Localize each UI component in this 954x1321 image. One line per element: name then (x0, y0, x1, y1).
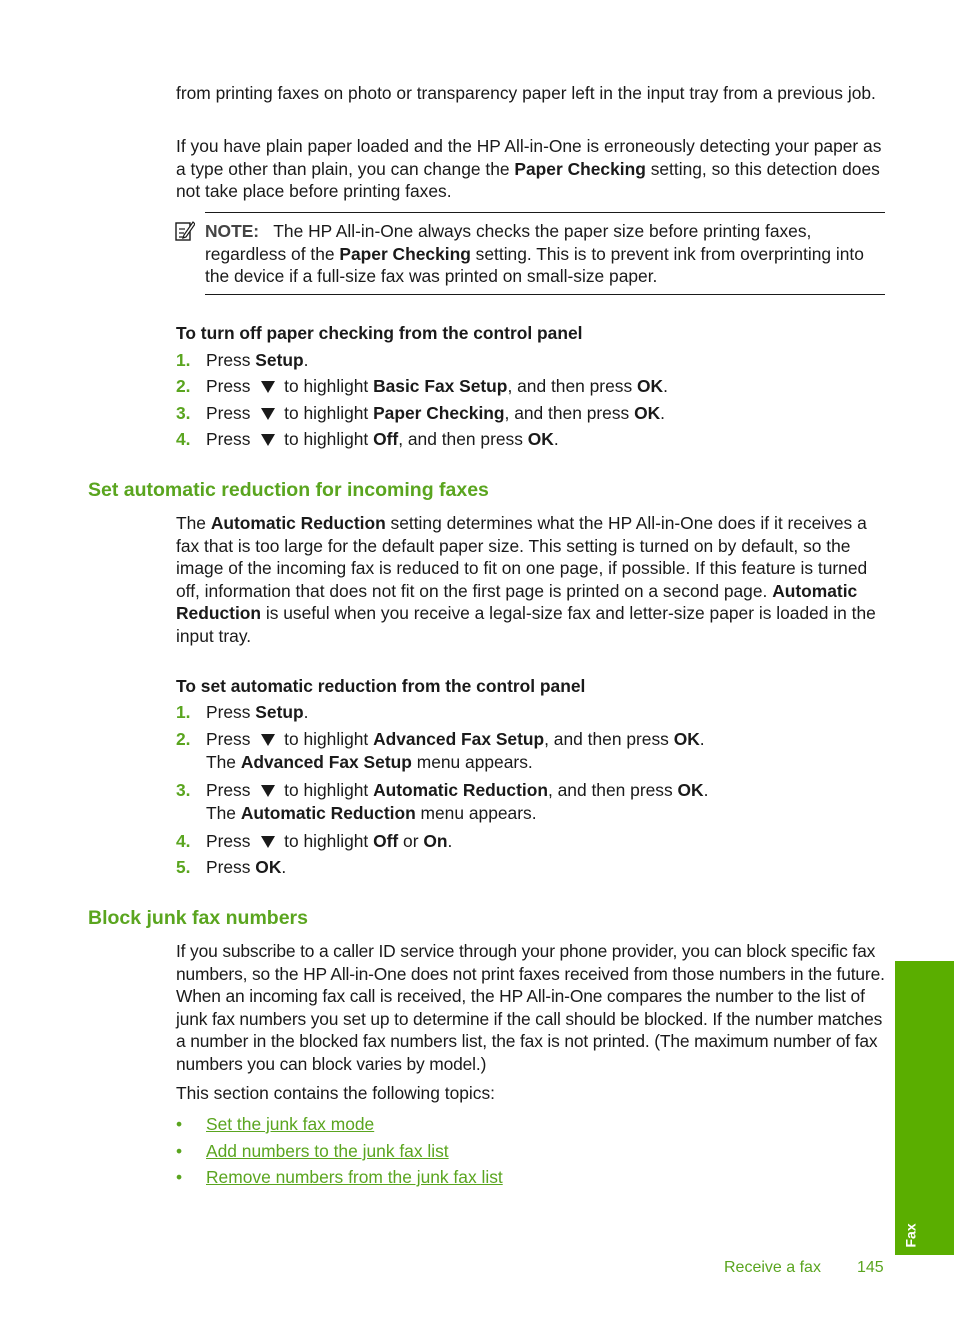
bullet-icon: • (176, 1114, 183, 1134)
down-arrow-icon (261, 836, 275, 848)
step-result: The Advanced Fax Setup menu appears. (206, 751, 533, 772)
bullet-icon: • (176, 1167, 183, 1187)
list-item (176, 1166, 503, 1189)
section-heading-block-junk-fax: Block junk fax numbers (88, 907, 308, 929)
list-item (176, 1113, 374, 1136)
section-paragraph-automatic-reduction: The Automatic Reduction setting determines what the HP All-in-One does if it receives a fax that is too large for the default paper size. This setting is turned on by default, so the image of the incoming fax is reduced to fit on one page, if possible. If this feature is turned off, information that does not fit on the first page is printed on a second page. Automatic Reduction is useful when you receive a legal-size fax and letter-size paper is loaded in the input tray. (176, 513, 876, 646)
step-item: 4. Press to highlight Off, and then press OK. (176, 429, 559, 449)
step-result: The Automatic Reduction menu appears. (206, 802, 537, 823)
bullet-icon: • (176, 1141, 183, 1161)
link-remove-numbers-junk-fax[interactable]: Remove numbers from the junk fax list (206, 1167, 503, 1187)
footer-section-name: Receive a fax (724, 1259, 821, 1276)
step-item: 1. Press Setup. (176, 350, 309, 370)
intro-paragraph-2: If you have plain paper loaded and the HP All-in-One is erroneously detecting your paper as a type other than plain, you can change the Paper Checking setting, so this detection does not take place before printing faxes. (176, 136, 882, 201)
procedure-title-paper-checking: To turn off paper checking from the control panel (176, 323, 583, 343)
chapter-side-tab (895, 961, 954, 1255)
step-item: 2. Press to highlight Basic Fax Setup, and then press OK. (176, 376, 668, 396)
procedure-title-automatic-reduction: To set automatic reduction from the control panel (176, 676, 586, 696)
note-label: NOTE: (205, 221, 260, 241)
down-arrow-icon (261, 785, 275, 797)
note-box (205, 212, 885, 295)
step-item: 3. Press to highlight Automatic Reduction, and then press OK. The Automatic Reduction menu appears. (176, 779, 896, 824)
note-text: NOTE: The HP All-in-One always checks the paper size before printing faxes, regardless of the Paper Checking setting. This is to prevent ink from overprinting into the device if a full-size fax was printed on small-size paper. (205, 221, 864, 286)
step-item: 5. Press OK. (176, 857, 287, 877)
section-paragraph-block-junk-fax: If you subscribe to a caller ID service through your phone provider, you can block specific fax numbers, so the HP All-in-One does not print faxes received from those numbers in the future. When an incoming fax call is received, the HP All-in-One compares the number to the list of junk fax numbers you set up to determine if the call should be blocked. If the number matches a number in the blocked fax numbers list, the fax is not printed. (The maximum number of fax numbers you can block varies by model.) (176, 941, 885, 1074)
step-item: 1. Press Setup. (176, 702, 309, 722)
step-item: 2. Press to highlight Advanced Fax Setup, and then press OK. The Advanced Fax Setup menu appears. (176, 728, 896, 773)
footer-page-number: 145 (857, 1259, 884, 1276)
topics-intro: This section contains the following topics: (176, 1083, 495, 1103)
section-heading-automatic-reduction: Set automatic reduction for incoming faxes (88, 479, 489, 501)
step-item: 4. Press to highlight Off or On. (176, 831, 453, 851)
chapter-side-tab-label: Fax (902, 1222, 919, 1247)
note-pencil-icon (175, 220, 195, 242)
down-arrow-icon (261, 408, 275, 420)
link-set-junk-fax-mode[interactable]: Set the junk fax mode (206, 1114, 375, 1134)
step-item: 3. Press to highlight Paper Checking, and then press OK. (176, 403, 666, 423)
down-arrow-icon (261, 734, 275, 746)
down-arrow-icon (261, 434, 275, 446)
intro-paragraph-1: from printing faxes on photo or transparency paper left in the input tray from a previous job. (176, 83, 876, 103)
down-arrow-icon (261, 381, 275, 393)
link-add-numbers-junk-fax[interactable]: Add numbers to the junk fax list (206, 1141, 449, 1161)
list-item (176, 1140, 449, 1163)
